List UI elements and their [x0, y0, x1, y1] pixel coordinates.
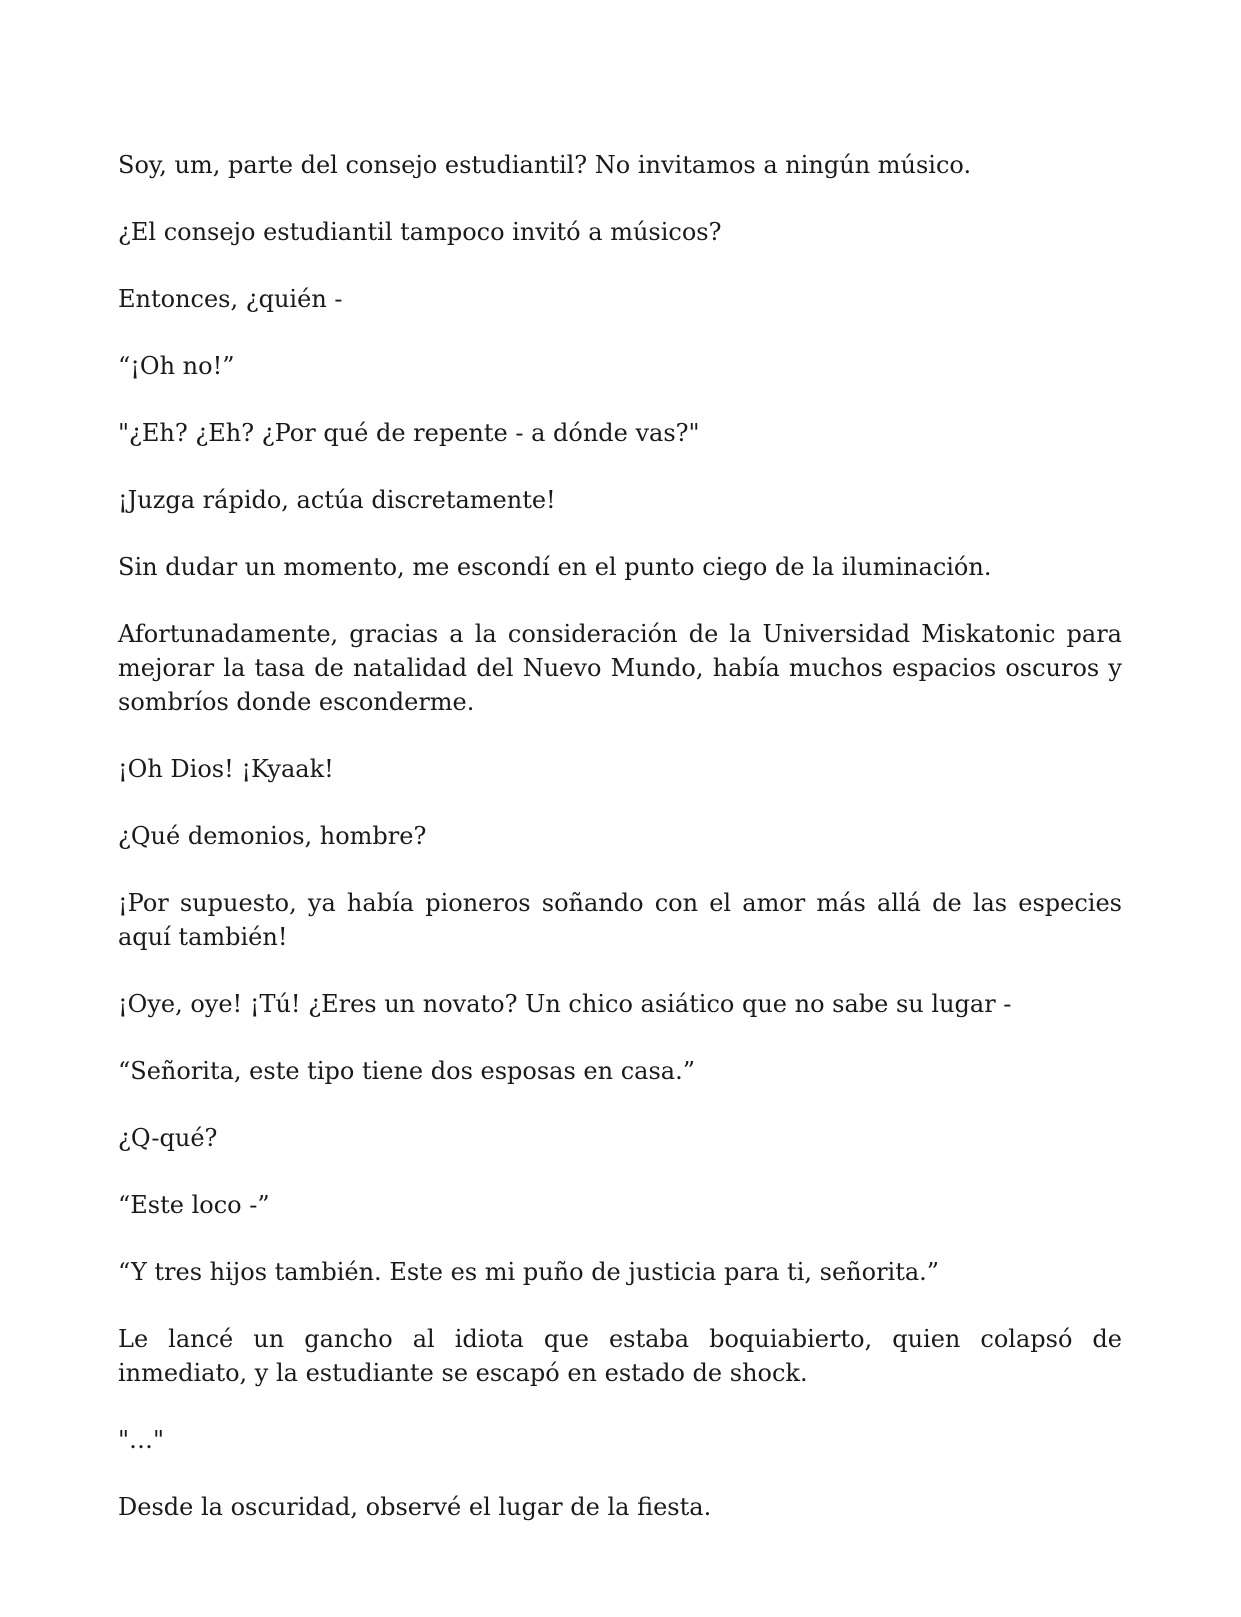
- paragraph: Sin dudar un momento, me escondí en el punto ciego de la iluminación.: [118, 553, 992, 581]
- paragraph: “Señorita, este tipo tiene dos esposas en casa.”: [118, 1057, 695, 1085]
- paragraph: Le lancé un gancho al idiota que estaba boquiabierto, quien colapsó de inmediato, y la estudiante se escapó en estado de shock.: [118, 1325, 1122, 1387]
- paragraph: ¡Juzga rápido, actúa discretamente!: [118, 486, 556, 514]
- paragraph: ¡Por supuesto, ya había pioneros soñando con el amor más allá de las especies aquí también!: [118, 889, 1122, 951]
- paragraph: ¿Q-qué?: [118, 1124, 218, 1152]
- paragraph: Desde la oscuridad, observé el lugar de la fiesta.: [118, 1493, 712, 1521]
- paragraph: “Y tres hijos también. Este es mi puño de justicia para ti, señorita.”: [118, 1258, 940, 1286]
- paragraph: ¡Oh Dios! ¡Kyaak!: [118, 755, 334, 783]
- paragraph: “¡Oh no!”: [118, 352, 235, 380]
- paragraph: "¿Eh? ¿Eh? ¿Por qué de repente - a dónde vas?": [118, 419, 700, 447]
- document-body: [118, 148, 1122, 1557]
- paragraph: ¿El consejo estudiantil tampoco invitó a músicos?: [118, 218, 722, 246]
- paragraph: Soy, um, parte del consejo estudiantil? No invitamos a ningún músico.: [118, 151, 972, 179]
- paragraph: “Este loco -”: [118, 1191, 270, 1219]
- paragraph: "…": [118, 1426, 165, 1454]
- paragraph: Afortunadamente, gracias a la consideración de la Universidad Miskatonic para mejorar la tasa de natalidad del Nuevo Mundo, había muchos espacios oscuros y sombríos donde esconderme.: [118, 620, 1122, 716]
- paragraph: ¿Qué demonios, hombre?: [118, 822, 427, 850]
- paragraph: Entonces, ¿quién -: [118, 285, 343, 313]
- paragraph: ¡Oye, oye! ¡Tú! ¿Eres un novato? Un chico asiático que no sabe su lugar -: [118, 990, 1012, 1018]
